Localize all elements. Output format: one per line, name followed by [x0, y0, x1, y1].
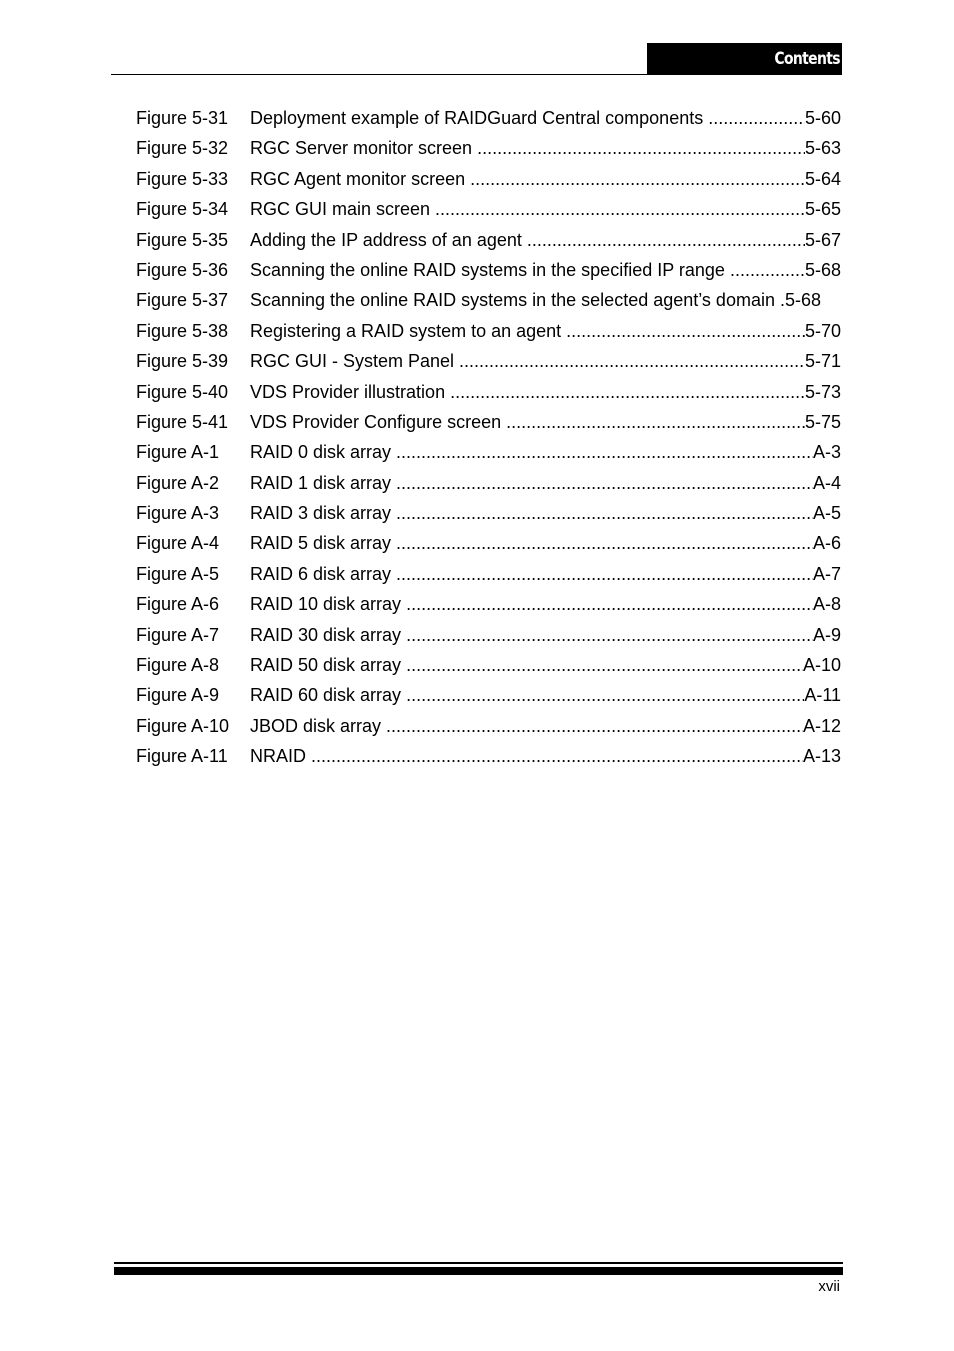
toc-entry[interactable] [136, 441, 841, 463]
toc-entry[interactable] [136, 320, 841, 342]
figure-number: Figure 5-33 [136, 168, 229, 189]
figure-entry [250, 259, 841, 281]
figure-number: Figure A-2 [136, 472, 220, 493]
dot-leader [381, 715, 803, 737]
figure-title: RAID 30 disk array [250, 624, 402, 645]
footer-rule-thick [114, 1267, 843, 1275]
figure-title: Scanning the online RAID systems in the specified IP range [250, 259, 725, 280]
figure-entry [250, 289, 841, 311]
figure-entry [250, 137, 841, 159]
figure-page-number: A-4 [812, 472, 841, 493]
dot-leader [445, 381, 805, 403]
figure-page-number: 5-75 [804, 411, 841, 432]
figure-entry [250, 502, 841, 524]
figure-page-number: 5-68 [804, 259, 841, 280]
dot-leader [391, 441, 813, 463]
toc-entry[interactable] [136, 624, 841, 646]
figure-title: VDS Provider illustration [250, 381, 446, 402]
figure-number: Figure 5-39 [136, 351, 229, 372]
dot-leader [391, 502, 813, 524]
figure-page-number: 5-64 [804, 168, 841, 189]
figure-title: VDS Provider Configure screen [250, 411, 502, 432]
figure-title: RAID 5 disk array [250, 533, 392, 554]
figure-page-number: 5-67 [804, 229, 841, 250]
figure-page-number: A-7 [812, 563, 841, 584]
figure-page-number: 5-73 [804, 381, 841, 402]
figure-page-number: 5-60 [804, 108, 841, 128]
toc-entry[interactable] [136, 137, 841, 159]
toc-entry[interactable] [136, 350, 841, 372]
list-of-figures [136, 107, 841, 776]
figure-title: RAID 50 disk array [250, 655, 402, 676]
figure-page-number: A-5 [812, 503, 841, 524]
figure-page-number: 5-63 [804, 138, 841, 159]
toc-entry[interactable] [136, 198, 841, 220]
toc-entry[interactable] [136, 411, 841, 433]
figure-entry [250, 350, 841, 372]
figure-entry [250, 472, 841, 494]
figure-number: Figure 5-37 [136, 290, 229, 311]
figure-entry [250, 532, 841, 554]
figure-title: RGC GUI - System Panel [250, 351, 455, 372]
page-number: xvii [818, 1278, 840, 1295]
dot-leader [391, 563, 813, 585]
figure-title: RAID 10 disk array [250, 594, 402, 615]
figure-entry [250, 624, 841, 646]
dot-leader [391, 472, 813, 494]
section-header-tab [647, 43, 842, 75]
figure-number: Figure A-1 [136, 442, 220, 463]
figure-title: RAID 0 disk array [250, 442, 392, 463]
dot-leader [401, 624, 813, 646]
toc-entry[interactable] [136, 381, 841, 403]
figure-title: RAID 6 disk array [250, 563, 392, 584]
figure-number: Figure A-10 [136, 715, 230, 736]
toc-entry[interactable] [136, 563, 841, 585]
dot-leader [561, 320, 805, 342]
toc-entry[interactable] [136, 502, 841, 524]
figure-number: Figure A-8 [136, 655, 220, 676]
figure-title: Adding the IP address of an agent [250, 229, 522, 250]
dot-leader [401, 593, 813, 615]
figure-entry [250, 411, 841, 433]
figure-title: RAID 3 disk array [250, 503, 392, 524]
dot-leader [401, 684, 804, 706]
header-rule [111, 74, 647, 75]
figure-title: RGC Agent monitor screen [250, 168, 466, 189]
figure-number: Figure 5-36 [136, 259, 229, 280]
toc-entry[interactable] [136, 229, 841, 251]
figure-number: Figure 5-41 [136, 411, 229, 432]
toc-entry[interactable] [136, 593, 841, 615]
figure-number: Figure 5-35 [136, 229, 229, 250]
figure-entry [250, 381, 841, 403]
dot-leader [703, 107, 805, 129]
figure-entry [250, 563, 841, 585]
figure-page-number: A-6 [812, 533, 841, 554]
figure-title: Deployment example of RAIDGuard Central components [250, 108, 704, 128]
figure-number: Figure A-9 [136, 685, 220, 706]
dot-leader [522, 229, 805, 251]
figure-number: Figure 5-32 [136, 138, 229, 159]
figure-entry [250, 441, 841, 463]
figure-page-number: A-13 [802, 746, 841, 767]
figure-page-number: A-3 [812, 442, 841, 463]
figure-title: RAID 60 disk array [250, 685, 402, 706]
toc-entry[interactable] [136, 684, 841, 706]
section-title: Contents [774, 49, 840, 69]
figure-entry [250, 593, 841, 615]
figure-number: Figure 5-38 [136, 320, 229, 341]
figure-entry [250, 715, 841, 737]
dot-leader [501, 411, 805, 433]
figure-entry [250, 654, 841, 676]
dot-leader [401, 654, 803, 676]
figure-number: Figure A-11 [136, 746, 228, 767]
toc-entry[interactable] [136, 532, 841, 554]
footer-rule-thin [114, 1262, 843, 1264]
toc-entry[interactable] [136, 745, 841, 767]
figure-entry [250, 320, 841, 342]
figure-title: RGC GUI main screen [250, 199, 431, 220]
dot-leader [306, 745, 803, 767]
dot-leader [465, 168, 805, 190]
figure-page-number: A-11 [804, 685, 841, 706]
dot-leader [430, 198, 805, 220]
figure-entry [250, 198, 841, 220]
figure-title: JBOD disk array [250, 715, 382, 736]
figure-number: Figure A-5 [136, 563, 220, 584]
figure-title: RAID 1 disk array [250, 472, 392, 493]
toc-entry[interactable] [136, 259, 841, 281]
figure-page-number: A-10 [802, 655, 841, 676]
toc-entry[interactable] [136, 289, 841, 311]
figure-page-number: A-8 [812, 594, 841, 615]
figure-number: Figure A-7 [136, 624, 220, 645]
figure-page-number: 5-65 [804, 199, 841, 220]
figure-entry [250, 229, 841, 251]
figure-entry [250, 107, 841, 129]
toc-entry[interactable] [136, 472, 841, 494]
toc-entry[interactable] [136, 654, 841, 676]
figure-page-number: A-12 [802, 715, 841, 736]
figure-number: Figure A-3 [136, 503, 220, 524]
dot-leader [454, 350, 805, 372]
figure-page-number: A-9 [812, 624, 841, 645]
toc-entry[interactable] [136, 107, 841, 129]
figure-title: Registering a RAID system to an agent [250, 320, 562, 341]
figure-entry [250, 168, 841, 190]
figure-page-number: 5-71 [804, 351, 841, 372]
figure-title: NRAID [250, 746, 307, 767]
figure-number: Figure 5-31 [136, 108, 229, 128]
figure-number: Figure A-6 [136, 594, 220, 615]
figure-title: Scanning the online RAID systems in the selected agent’s domain .5-68 [250, 290, 821, 311]
toc-entry[interactable] [136, 715, 841, 737]
toc-entry[interactable] [136, 168, 841, 190]
dot-leader [725, 259, 805, 281]
figure-number: Figure 5-40 [136, 381, 229, 402]
dot-leader [391, 532, 813, 554]
figure-number: Figure A-4 [136, 533, 220, 554]
figure-title: RGC Server monitor screen [250, 138, 473, 159]
figure-page-number: 5-70 [804, 320, 841, 341]
figure-entry [250, 745, 841, 767]
figure-entry [250, 684, 841, 706]
dot-leader [472, 137, 805, 159]
figure-number: Figure 5-34 [136, 199, 229, 220]
